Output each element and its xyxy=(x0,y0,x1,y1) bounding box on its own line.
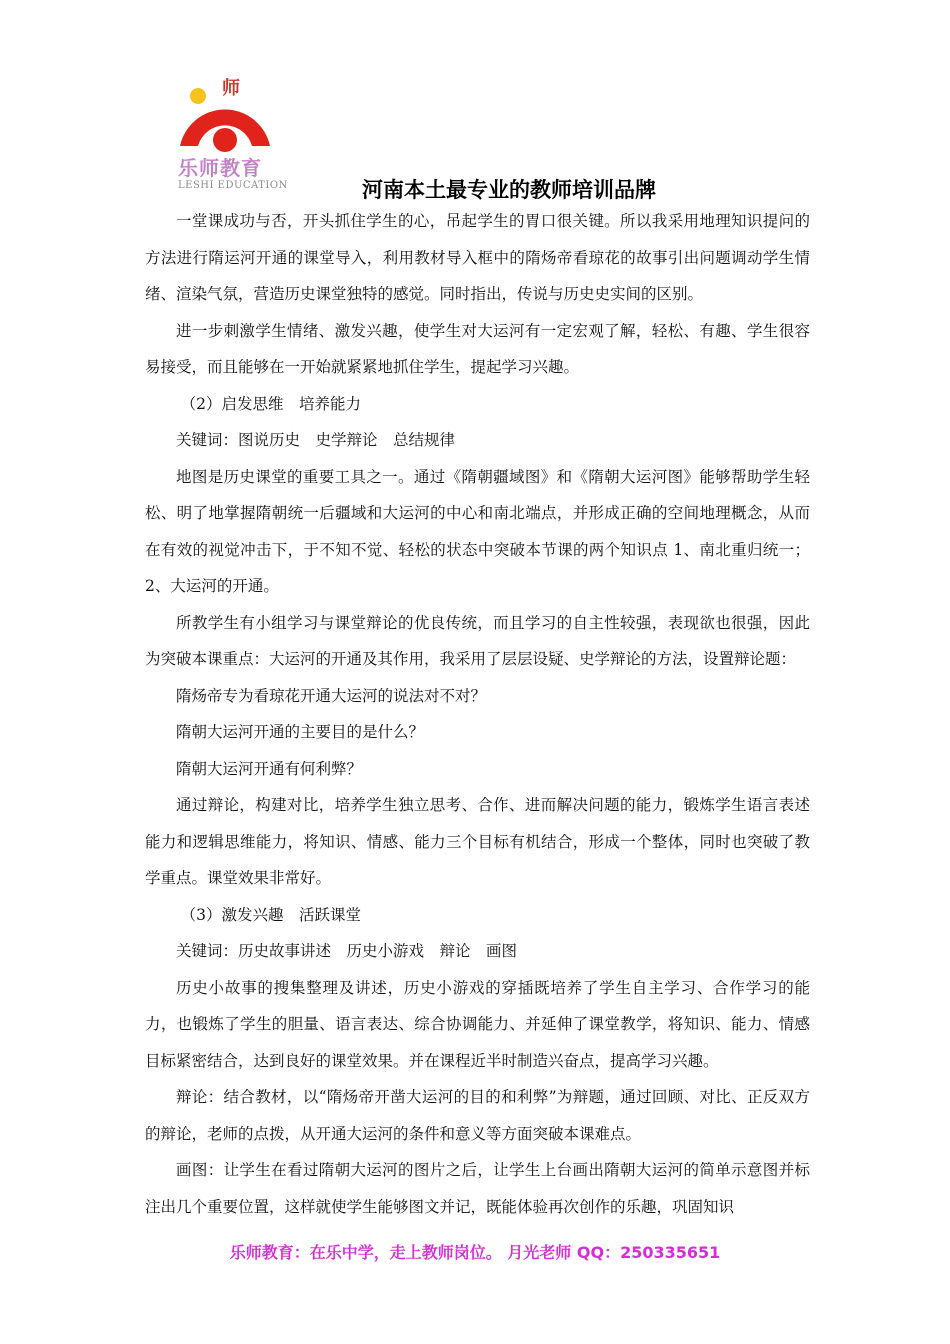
brand-slogan: 河南本土最专业的教师培训品牌 xyxy=(362,178,656,202)
paragraph: 一堂课成功与否，开头抓住学生的心，吊起学生的胃口很关键。所以我采用地理知识提问的方法进行隋运河开通的课堂导入，利用教材导入框中的隋炀帝看琼花的故事引出问题调动学生情绪、渲染气氛，营造历史课堂独特的感觉。同时指出，传说与历史史实间的区别。 xyxy=(145,212,810,303)
section-heading: （3）激发兴趣 活跃课堂 xyxy=(180,905,362,924)
debate-question: 隋朝大运河开通有何利弊？ xyxy=(176,759,363,778)
logo-mark-char: 师 xyxy=(222,78,240,99)
section-heading: （2）启发思维 培养能力 xyxy=(180,394,362,413)
logo-name-en: LESHI EDUCATION xyxy=(178,180,288,191)
logo-dot xyxy=(190,88,206,104)
paragraph: 所教学生有小组学习与课堂辩论的优良传统，而且学习的自主性较强，表现欲也很强，因此为突破本课重点：大运河的开通及其作用，我采用了层层设疑、史学辩论的方法，设置辩论题： xyxy=(145,613,810,668)
debate-question: 隋朝大运河开通的主要目的是什么？ xyxy=(176,723,425,741)
leshi-logo xyxy=(172,74,288,196)
logo-center xyxy=(213,128,237,152)
paragraph: 进一步刺激学生情绪、激发兴趣，使学生对大运河有一定宏观了解，轻松、有趣、学生很容易接受，而且能够在一开始就紧紧地抓住学生，提起学习兴趣。 xyxy=(145,321,810,376)
paragraph: 通过辩论，构建对比，培养学生独立思考、合作、进而解决问题的能力，锻炼学生语言表述能力和逻辑思维能力，将知识、情感、能力三个目标有机结合，形成一个整体，同时也突破了教学重点。课堂效果非常好。 xyxy=(145,796,810,887)
logo-name-cn: 乐师教育 xyxy=(178,156,262,180)
keywords-line: 关键词：图说历史 史学辩论 总结规律 xyxy=(176,431,456,449)
document-body xyxy=(145,203,810,1225)
paragraph: 辩论：结合教材，以“隋炀帝开凿大运河的目的和利弊”为辩题，通过回顾、对比、正反双方的辩论，老师的点拨，从开通大运河的条件和意义等方面突破本课难点。 xyxy=(145,1088,810,1143)
keywords-line: 关键词：历史故事讲述 历史小游戏 辩论 画图 xyxy=(176,942,518,960)
paragraph: 地图是历史课堂的重要工具之一。通过《隋朝疆域图》和《隋朝大运河图》能够帮助学生轻松、明了地掌握隋朝统一后疆域和大运河的中心和南北端点，并形成正确的空间地理概念，从而在有效的视觉冲击下，于不知不觉、轻松的状态中突破本节课的两个知识点 1、南北重归统一；2、大运河的开通。 xyxy=(145,467,810,595)
paragraph: 历史小故事的搜集整理及讲述，历史小游戏的穿插既培养了学生自主学习、合作学习的能力，也锻炼了学生的胆量、语言表达、综合协调能力、并延伸了课堂教学，将知识、能力、情感目标紧密结合，达到良好的课堂效果。并在课程近半时制造兴奋点，提高学习兴趣。 xyxy=(145,978,810,1070)
debate-question: 隋炀帝专为看琼花开通大运河的说法对不对？ xyxy=(176,686,487,705)
footer-contact: 乐师教育：在乐中学，走上教师岗位。 月光老师 QQ：250335651 xyxy=(229,1243,721,1262)
paragraph: 画图：让学生在看过隋朝大运河的图片之后，让学生上台画出隋朝大运河的简单示意图并标注出几个重要位置，这样就使学生能够图文并记，既能体验再次创作的乐趣，巩固知识 xyxy=(145,1161,810,1216)
